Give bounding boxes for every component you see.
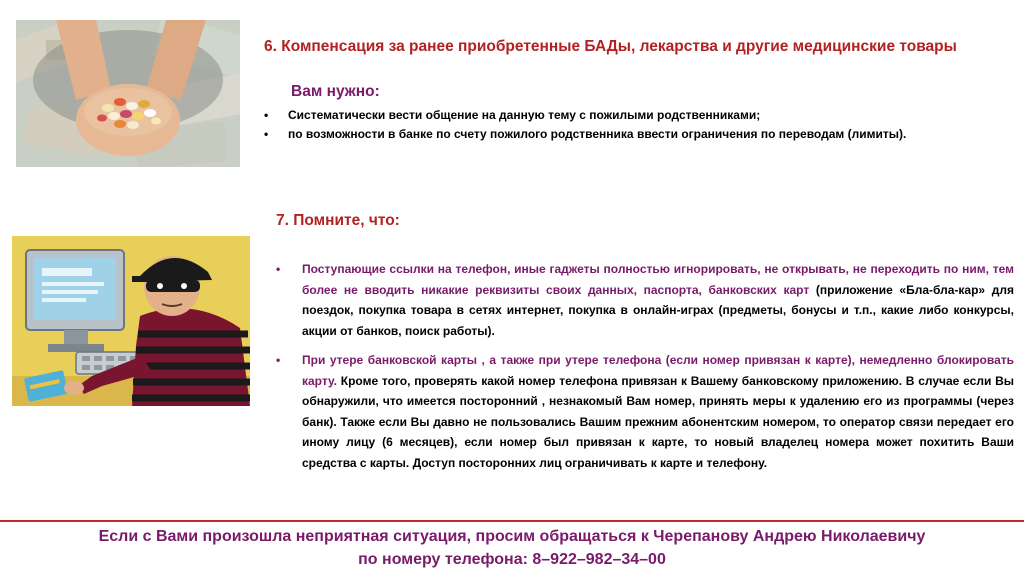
bullet-icon: • <box>276 262 281 276</box>
section-7-title: 7. Помните, что: <box>276 212 400 229</box>
reminder-text: (приложение «Бла-бла-кар» для поездок, покупка товара в сетях интернет, покупка в онлайн-играх (предметы, бонусы и т.п., какие либо конкурсы, акции от банков, поиск работы). <box>302 282 1014 338</box>
list-item: • Систематически вести общение на данную тему с пожилыми родственниками; <box>264 106 1004 125</box>
reminder-item-card-loss <box>276 350 1014 473</box>
hacker-illustration <box>12 236 250 406</box>
reminder-text: Кроме того, проверять какой номер телефона привязан к Вашему банковскому приложению. В случае если Вы обнаружили, что имеется посторонний , незнакомый Вам номер, принять меры к удалению его из программы (через банк). Также если Вы давно не пользовались Вашим прежним абонентским номером, то оператор связи передает его иному лицу (6 месяцев), если номер был привязан к карте, то новый владелец номера может похитить Ваши средства с карты. Доступ посторонних лиц ограничивать к карте и телефону. <box>302 373 1014 470</box>
reminder-item-links <box>276 259 1014 341</box>
section-6-title: 6. Компенсация за ранее приобретенные БАДы, лекарства и другие медицинские товары <box>264 38 957 55</box>
section-6-list <box>264 106 1004 144</box>
section-6-need-label: Вам нужно: <box>291 83 380 100</box>
footer-contact-text: Если с Вами произошла неприятная ситуация, просим обращаться к Черепанову Андрею Николаевичу <box>98 528 926 545</box>
list-item: • по возможности в банке по счету пожилого родственника ввести ограничения по переводам (лимиты). <box>264 125 1004 144</box>
reminder-highlight: Поступающие ссылки на телефон, иные гаджеты полностью игнорировать, не открывать, не переходить по ним, тем более не вводить никакие реквизиты своих данных, паспорта, банковских карт <box>302 262 1014 297</box>
hands-with-pills-photo <box>16 20 240 167</box>
reminder-highlight: При утере банковской карты , а также при утере телефона (если номер привязан к карте), немедленно блокировать карту. <box>302 353 1014 388</box>
bullet-icon: • <box>276 353 281 367</box>
footer-phone-text: по номеру телефона: 8–922–982–34–00 <box>358 551 666 568</box>
footer-divider <box>0 520 1024 522</box>
